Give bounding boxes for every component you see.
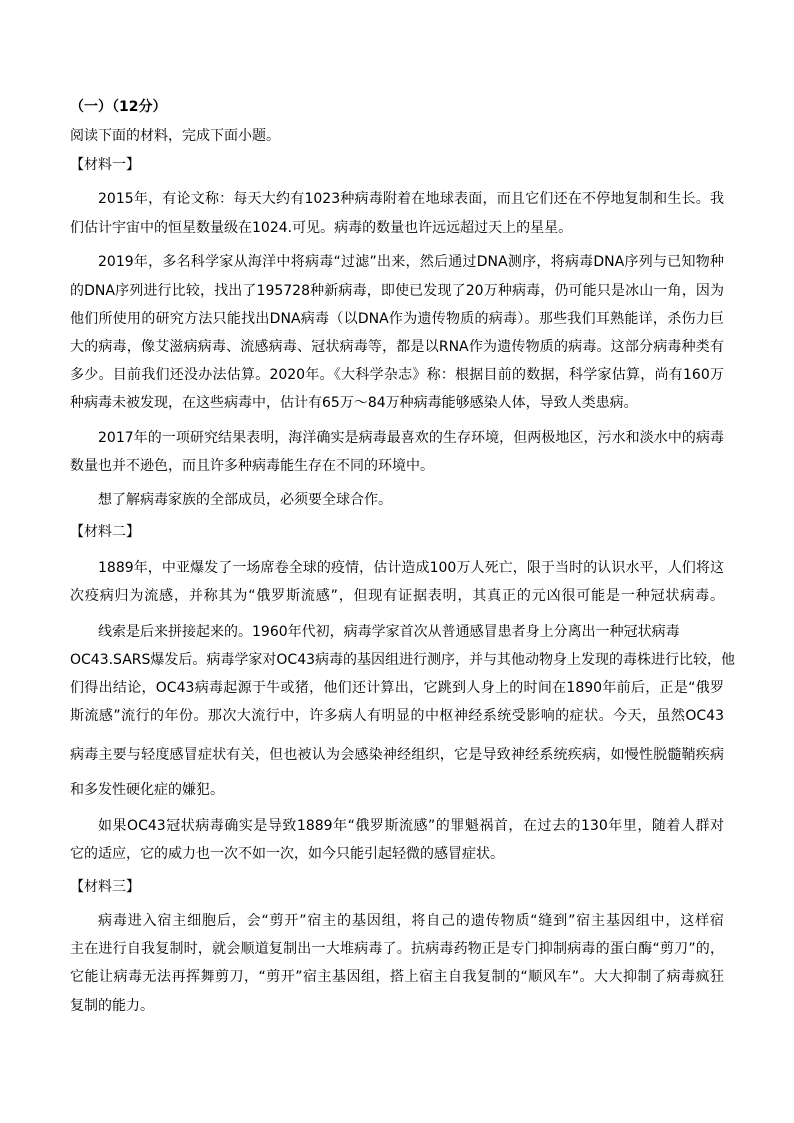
instruction: 阅读下面的材料，完成下面小题。: [70, 128, 280, 144]
material1-heading: 【材料一】: [70, 157, 140, 173]
material3-line: 主在进行自我复制时，就会顺道复制出一大堆病毒了。抗病毒药物正是专门抑制病毒的蛋白酶“剪刀”的，: [70, 941, 724, 957]
material3-line: 它能让病毒无法再挥舞剪刀，“剪开”宿主基因组，搭上宿主自我复制的“顺风车”。大大抑制了病毒疯狂: [70, 969, 724, 985]
material1-line: 多少。目前我们还没办法估算。2020年。《大科学杂志》称：根据目前的数据，科学家估算，尚有160万: [70, 367, 724, 383]
material1-line: 数量也并不逊色，而且许多种病毒能生存在不同的环境中。: [70, 458, 434, 474]
material1-line: 2019年，多名科学家从海洋中将病毒“过滤”出来，然后通过DNA测序，将病毒DNA序列与已知物种: [98, 254, 724, 270]
material1-line: 大的病毒，像艾滋病病毒、流感病毒、冠状病毒等，都是以RNA作为遗传物质的病毒。这部分病毒种类有: [70, 339, 724, 355]
material2-line: 斯流感”流行的年份。那次大流行中，许多病人有明显的中枢神经系统受影响的症状。今天，虽然OC43: [70, 708, 724, 724]
material3-heading: 【材料三】: [70, 879, 140, 895]
section-title: （一）（12分）: [70, 99, 167, 115]
material2-line: 线索是后来拼接起来的。1960年代初，病毒学家首次从普通感冒患者身上分离出一种冠状病毒: [98, 624, 680, 640]
material1-line: 他们所使用的研究方法只能找出DNA病毒（以DNA作为遗传物质的病毒）。那些我们耳熟能详，杀伤力巨: [70, 311, 724, 327]
material2-line: 病毒主要与轻度感冒症状有关，但也被认为会感染神经组织，它是导致神经系统疾病，如慢性脱髓鞘疾病: [70, 747, 724, 763]
material2-line: 它的适应，它的威力也一次不如一次，如今只能引起轻微的感冒症状。: [70, 846, 504, 862]
material2-line: OC43.SARS爆发后。病毒学家对OC43病毒的基因组进行测序，并与其他动物身上发现的毒株进行比较，他: [70, 652, 736, 668]
material1-line: 的DNA序列进行比较，找出了195728种新病毒，即使已发现了20万种病毒，仍可能只是冰山一角，因为: [70, 283, 724, 299]
material2-line: 次疫病归为流感，并称其为“俄罗斯流感”，但现有证据表明，其真正的元凶很可能是一种冠状病毒。: [70, 588, 724, 604]
material2-line: 1889年，中亚爆发了一场席卷全球的疫情，估计造成100万人死亡，限于当时的认识水平，人们将这: [98, 560, 724, 576]
material1-line: 想了解病毒家族的全部成员，必须要全球合作。: [98, 492, 392, 508]
material1-line: 2015年，有论文称：每天大约有1023种病毒附着在地球表面，而且它们还在不停地复制和生长。我: [98, 191, 724, 207]
material3-line: 复制的能力。: [70, 998, 154, 1014]
material2-line: 如果OC43冠状病毒确实是导致1889年“俄罗斯流感”的罪魁祸首，在过去的130年里，随着人群对: [98, 818, 724, 834]
material2-line: 们得出结论，OC43病毒起源于牛或猪，他们还计算出，它跳到人身上的时间在1890年前后，正是“俄罗: [70, 680, 724, 696]
material1-line: 2017年的一项研究结果表明，海洋确实是病毒最喜欢的生存环境，但两极地区，污水和淡水中的病毒: [98, 430, 724, 446]
material2-line: 和多发性硬化症的嫌犯。: [70, 782, 224, 798]
material1-line: 种病毒未被发现，在这些病毒中，估计有65万～84万种病毒能够感染人体，导致人类患病。: [70, 395, 638, 411]
material2-heading: 【材料二】: [70, 524, 140, 540]
material3-line: 病毒进入宿主细胞后，会“剪开”宿主的基因组，将自己的遗传物质“缝到”宿主基因组中，这样宿: [98, 913, 724, 929]
material1-line: 们估计宇宙中的恒星数量级在1024.可见。病毒的数量也许远远超过天上的星星。: [70, 220, 573, 236]
